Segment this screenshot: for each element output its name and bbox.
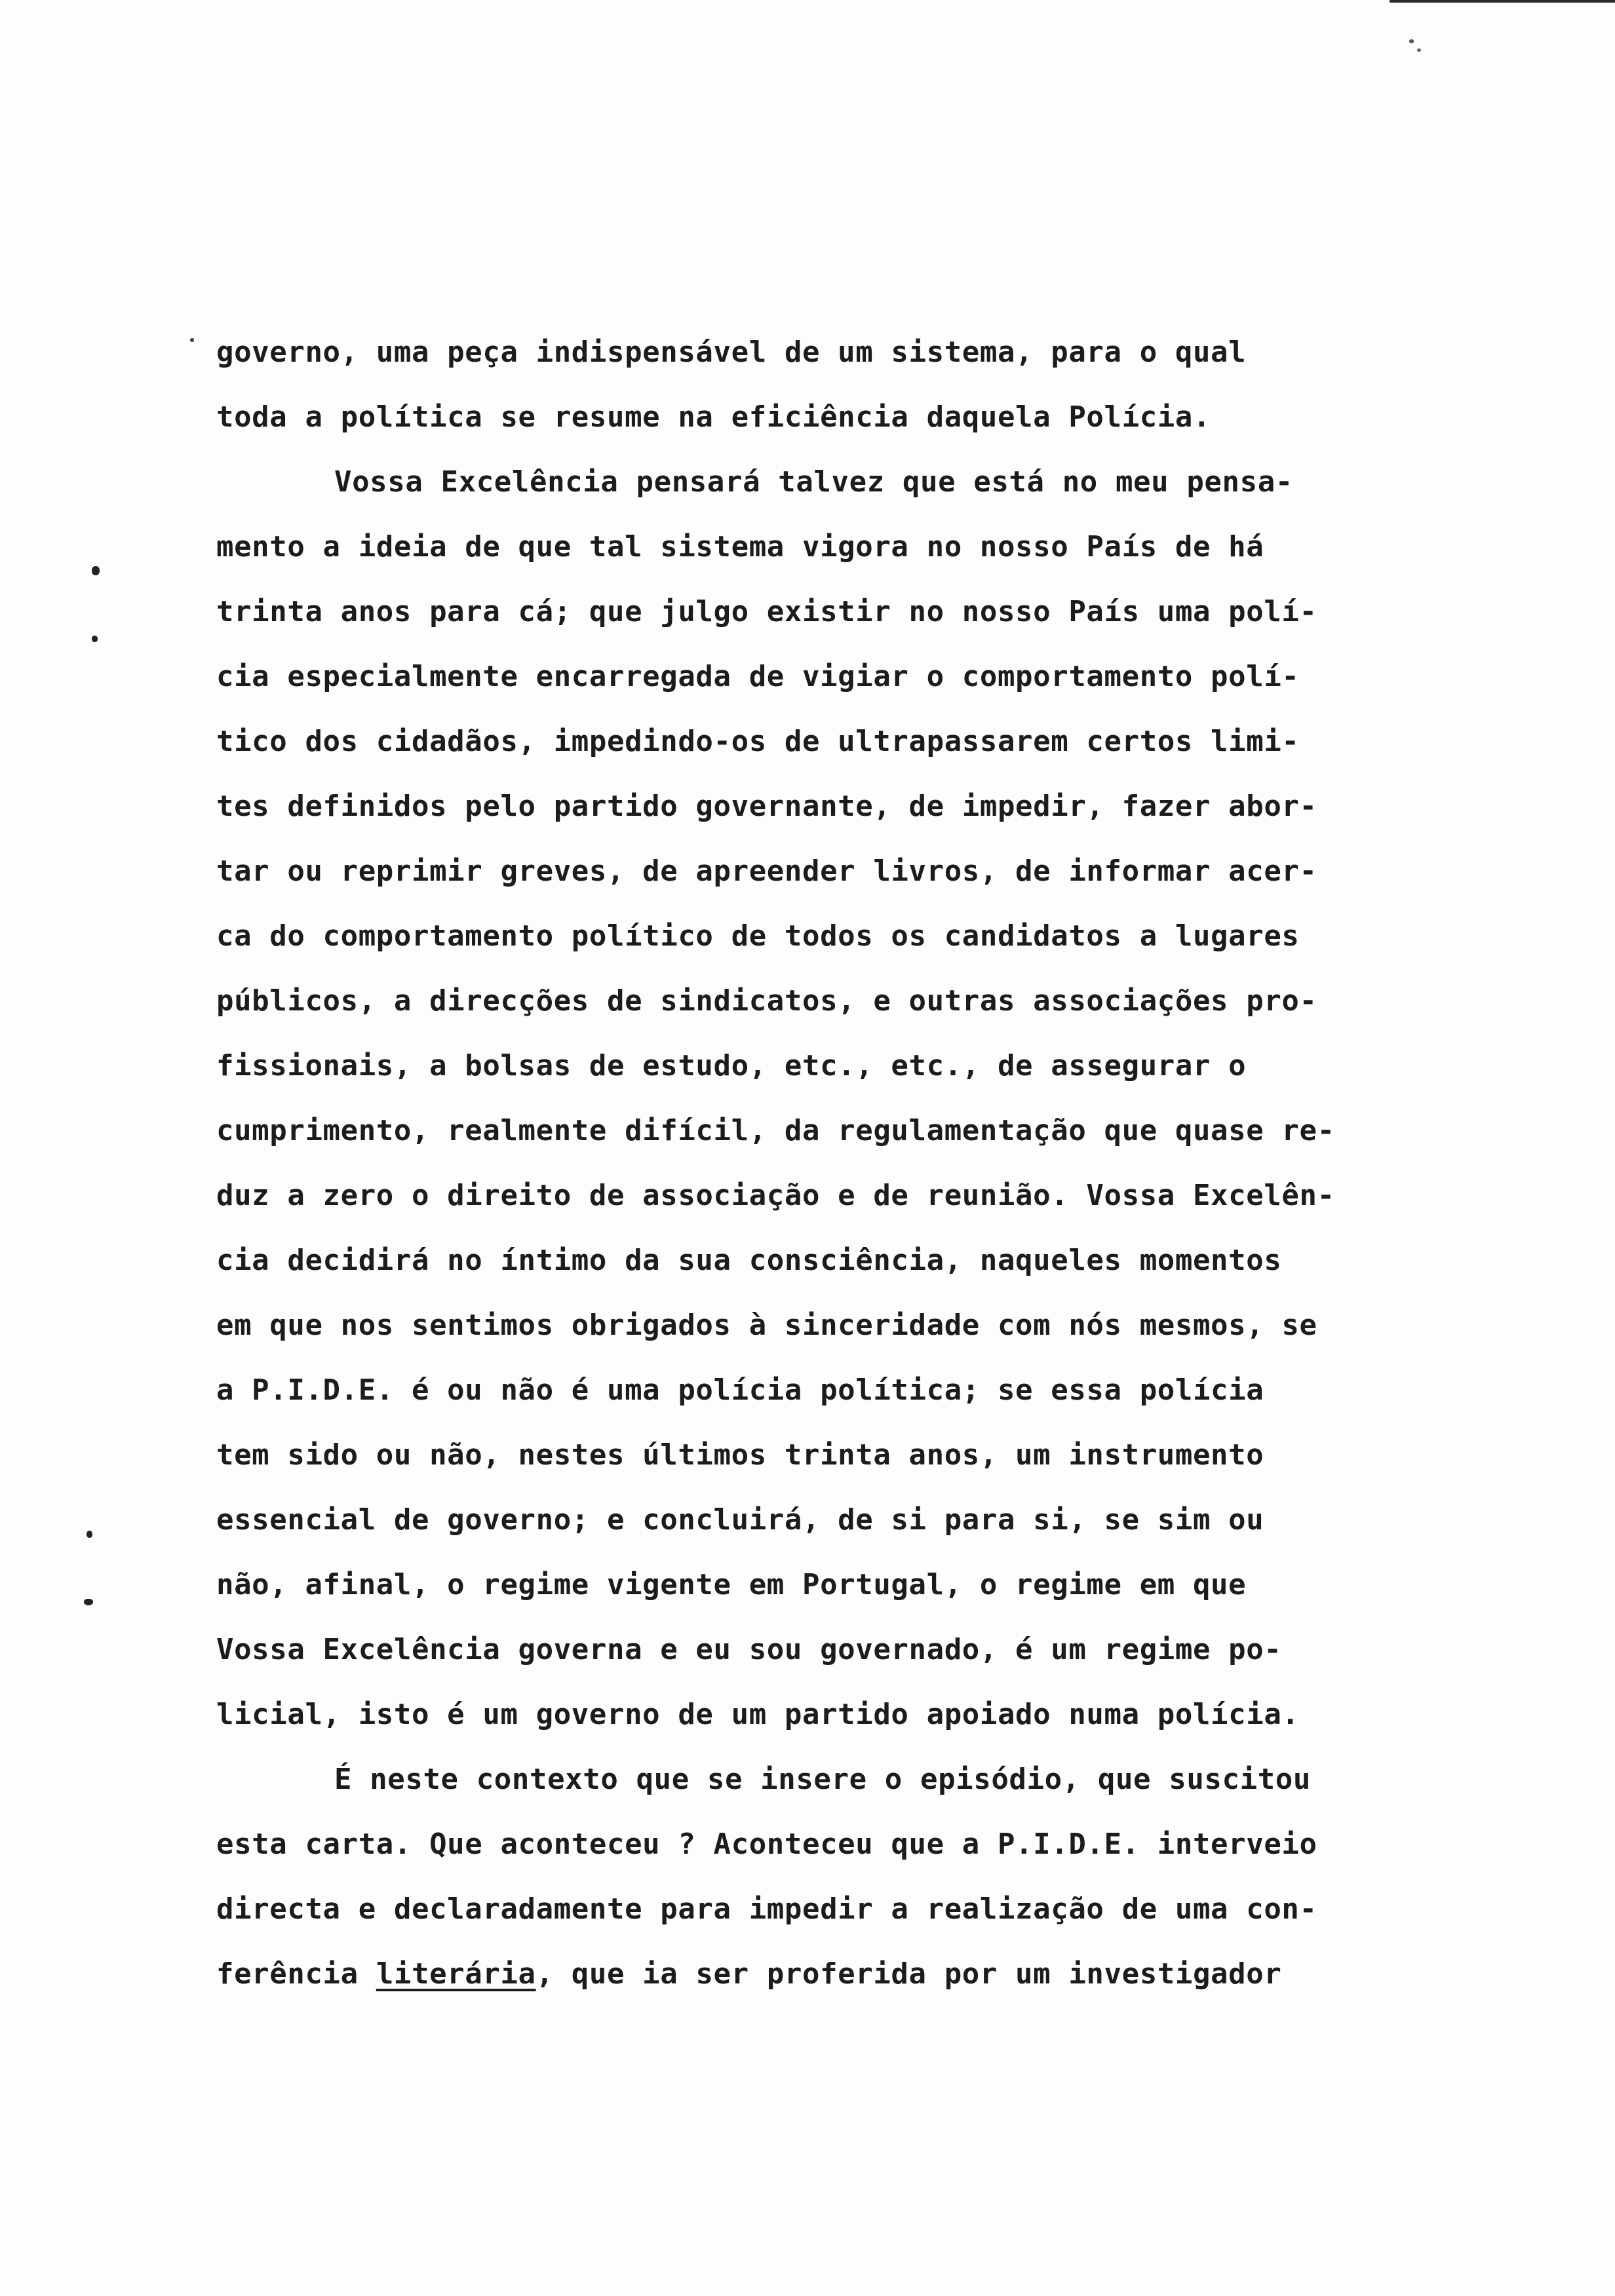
text-line: tico dos cidadãos, impedindo-os de ultrapassarem certos limi- [216,725,1300,758]
corner-ink-speck [1417,48,1421,52]
text-line: Vossa Excelência pensará talvez que está no meu pensa- [334,465,1293,499]
text-line: essencial de governo; e concluirá, de si para si, se sim ou [216,1503,1264,1537]
text-segment: , que ia ser proferida por um investigador [535,1957,1282,1991]
text-line: não, afinal, o regime vigente em Portugal, o regime em que [216,1568,1247,1601]
text-line: trinta anos para cá; que julgo existir no nosso País uma polí- [216,595,1317,628]
margin-ink-mark [92,566,100,575]
text-line: ca do comportamento político de todos os candidatos a lugares [216,919,1300,953]
text-line: mento a ideia de que tal sistema vigora no nosso País de há [216,530,1264,564]
typewritten-text [216,320,1488,2006]
underlined-word: literária [376,1957,536,1991]
margin-ink-mark [84,1599,93,1605]
text-segment: ferência [216,1957,376,1991]
corner-ink-speck [1409,39,1414,43]
text-line: licial, isto é um governo de um partido apoiado numa polícia. [216,1698,1300,1731]
scan-edge-line [1390,0,1615,3]
text-line: toda a política se resume na eficiência daquela Polícia. [216,400,1211,434]
text-line: directa e declaradamente para impedir a realização de uma con- [216,1892,1317,1926]
text-line: tar ou reprimir greves, de apreender livros, de informar acer- [216,854,1317,888]
text-line: fissionais, a bolsas de estudo, etc., etc., de assegurar o [216,1049,1247,1082]
text-line: duz a zero o direito de associação e de reunião. Vossa Excelên- [216,1179,1335,1212]
text-line: cia decidirá no íntimo da sua consciência, naqueles momentos [216,1244,1282,1277]
margin-ink-mark [87,1531,92,1538]
text-line: governo, uma peça indispensável de um sistema, para o qual [216,335,1247,369]
text-line-last [216,1942,1488,2006]
text-line: esta carta. Que aconteceu ? Aconteceu que a P.I.D.E. interveio [216,1827,1317,1861]
text-line: a P.I.D.E. é ou não é uma polícia política; se essa polícia [216,1373,1264,1407]
text-line: tes definidos pelo partido governante, de impedir, fazer abor- [216,790,1317,823]
text-line: em que nos sentimos obrigados à sinceridade com nós mesmos, se [216,1309,1317,1342]
text-line: tem sido ou não, nestes últimos trinta anos, um instrumento [216,1438,1264,1472]
text-line: Vossa Excelência governa e eu sou governado, é um regime po- [216,1633,1282,1666]
margin-ink-speck [190,338,194,342]
text-line: cia especialmente encarregada de vigiar o comportamento polí- [216,660,1300,693]
text-line: cumprimento, realmente difícil, da regulamentação que quase re- [216,1114,1335,1147]
margin-ink-mark [92,636,98,642]
text-line: públicos, a direcções de sindicatos, e outras associações pro- [216,984,1317,1018]
text-line: É neste contexto que se insere o episódio, que suscitou [334,1763,1311,1796]
